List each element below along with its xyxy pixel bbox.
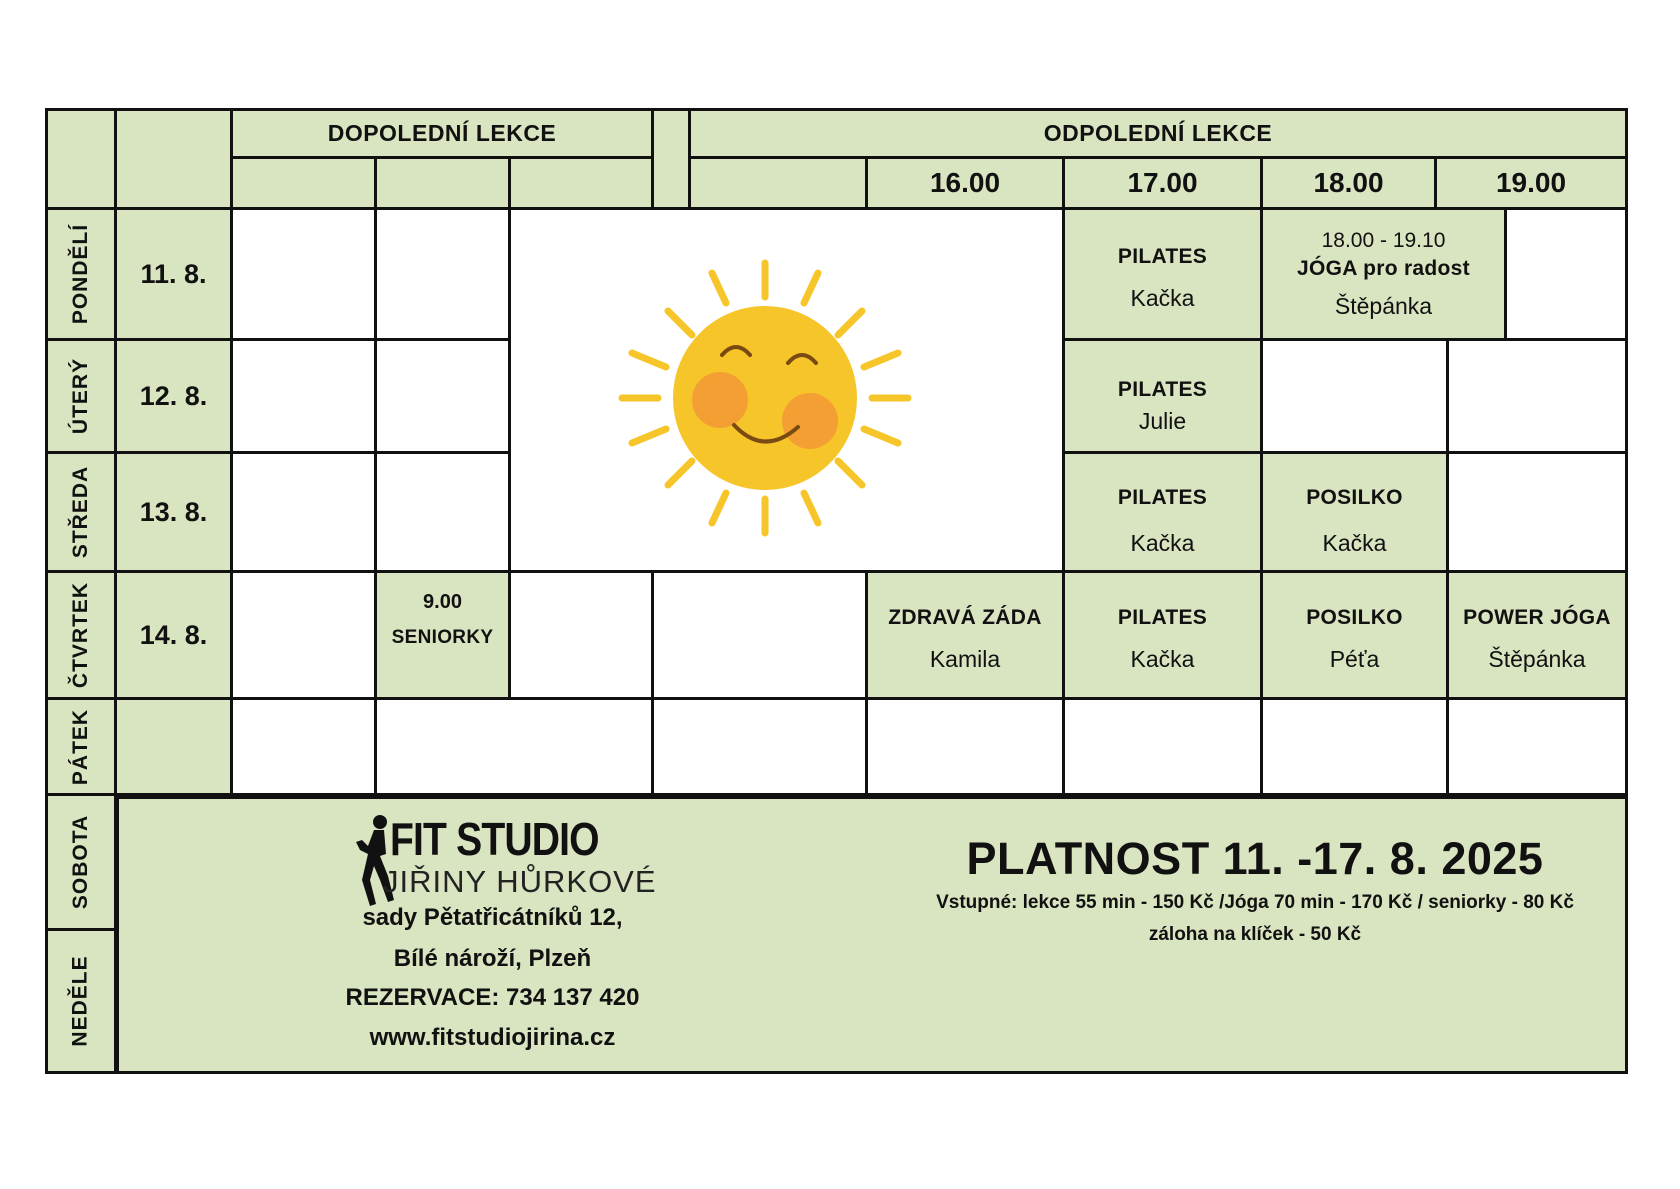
lesson-name: PILATES <box>1117 486 1208 509</box>
empty-cell <box>1446 697 1628 796</box>
lesson-instructor: Štěpánka <box>1488 646 1586 672</box>
logo-title: FIT STUDIO <box>390 813 599 865</box>
empty-cell <box>374 451 511 573</box>
day-text: SOBOTA <box>69 814 92 910</box>
website-link[interactable]: www.fitstudiojirina.cz <box>369 1024 616 1051</box>
reservation-phone: REZERVACE: 734 137 420 <box>345 984 640 1011</box>
time-header-1700: 17.00 <box>1062 156 1263 210</box>
day-label-wednesday <box>45 451 117 573</box>
empty-cell <box>1062 697 1263 796</box>
empty-cell <box>1446 338 1628 454</box>
day-label-thursday <box>45 570 117 700</box>
lesson-name: ZDRAVÁ ZÁDA <box>888 606 1042 629</box>
deposit-info: záloha na klíček - 50 Kč <box>1148 924 1362 945</box>
lesson-thu-1800 <box>1260 570 1449 700</box>
lesson-name: POSILKO <box>1306 606 1403 629</box>
lesson-wed-1800 <box>1260 451 1449 573</box>
empty-cell <box>230 570 377 700</box>
empty-cell <box>651 697 868 796</box>
day-text: ÚTERÝ <box>69 357 92 435</box>
lesson-instructor: Kamila <box>929 646 1001 672</box>
date-monday: 11. 8. <box>114 207 233 341</box>
lesson-name: PILATES <box>1117 378 1208 401</box>
day-label-tuesday <box>45 338 117 454</box>
day-text: PONDĚLÍ <box>69 223 92 325</box>
lesson-instructor: Štěpánka <box>1334 293 1433 319</box>
lesson-instructor: Kačka <box>1130 285 1195 311</box>
smiling-sun-image <box>600 255 930 545</box>
lesson-thu-1600 <box>865 570 1065 700</box>
empty-cell <box>374 338 511 454</box>
empty-cell <box>230 697 377 796</box>
lesson-name: SENIORKY <box>391 627 494 648</box>
time-header-1600: 16.00 <box>865 156 1065 210</box>
lesson-time: 9.00 <box>423 591 462 613</box>
lesson-mon-1800 <box>1260 207 1507 341</box>
price-info: Vstupné: lekce 55 min - 150 Kč /Jóga 70 min - 170 Kč / seniorky - 80 Kč <box>936 892 1574 913</box>
empty-cell <box>230 207 377 341</box>
lesson-thu-1900 <box>1446 570 1628 700</box>
day-label-sunday <box>45 928 117 1074</box>
lesson-instructor: Kačka <box>1130 530 1195 556</box>
day-label-monday <box>45 207 117 341</box>
empty-cell <box>230 338 377 454</box>
day-text: NEDĚLE <box>69 955 92 1047</box>
day-label-saturday <box>45 793 117 931</box>
day-text: STŘEDA <box>69 465 92 559</box>
date-friday <box>114 697 233 796</box>
lesson-name: PILATES <box>1117 606 1208 629</box>
lesson-thu-0900 <box>374 570 511 700</box>
empty-cell <box>374 207 511 341</box>
morning-slot-header-3 <box>508 156 654 210</box>
lesson-instructor: Kačka <box>1130 646 1195 672</box>
time-header-1900: 19.00 <box>1434 156 1628 210</box>
time-header-1800: 18.00 <box>1260 156 1437 210</box>
address-line-1: sady Pětatřicátníků 12, <box>362 904 623 931</box>
lesson-instructor: Péťa <box>1329 646 1380 672</box>
lesson-name: JÓGA pro radost <box>1297 257 1470 280</box>
date-thursday: 14. 8. <box>114 570 233 700</box>
morning-slot-header-2 <box>374 156 511 210</box>
validity-title: PLATNOST 11. -17. 8. 2025 <box>966 833 1544 884</box>
date-header-cell <box>114 108 233 210</box>
morning-slot-header-1 <box>230 156 377 210</box>
lesson-tue-1700 <box>1062 338 1263 454</box>
logo-subtitle: JIŘINY HŮRKOVÉ <box>383 864 657 899</box>
lesson-instructor: Kačka <box>1322 530 1387 556</box>
empty-cell <box>508 570 654 700</box>
empty-cell <box>1504 207 1628 341</box>
lesson-name: POWER JÓGA <box>1463 606 1611 629</box>
date-wednesday: 13. 8. <box>114 451 233 573</box>
day-label-friday <box>45 697 117 796</box>
afternoon-slot-header-0 <box>688 156 868 210</box>
address-line-2: Bílé nároží, Plzeň <box>393 945 592 972</box>
lesson-wed-1700 <box>1062 451 1263 573</box>
empty-cell <box>651 570 868 700</box>
afternoon-lessons-header: ODPOLEDNÍ LEKCE <box>688 108 1628 159</box>
empty-cell <box>1260 338 1449 454</box>
header-spacer-cell <box>651 108 691 210</box>
empty-cell <box>1260 697 1449 796</box>
lesson-time: 18.00 - 19.10 <box>1321 229 1446 252</box>
lesson-instructor: Julie <box>1138 408 1187 434</box>
empty-cell <box>865 697 1065 796</box>
date-tuesday: 12. 8. <box>114 338 233 454</box>
corner-cell <box>45 108 117 210</box>
lesson-name: POSILKO <box>1306 486 1403 509</box>
lesson-mon-1700 <box>1062 207 1263 341</box>
morning-lessons-header: DOPOLEDNÍ LEKCE <box>230 108 654 159</box>
empty-cell <box>1446 451 1628 573</box>
lesson-thu-1700 <box>1062 570 1263 700</box>
empty-cell <box>230 451 377 573</box>
empty-cell <box>374 697 654 796</box>
day-text: ČTVRTEK <box>69 581 93 689</box>
day-text: PÁTEK <box>69 708 92 785</box>
lesson-name: PILATES <box>1117 245 1208 268</box>
